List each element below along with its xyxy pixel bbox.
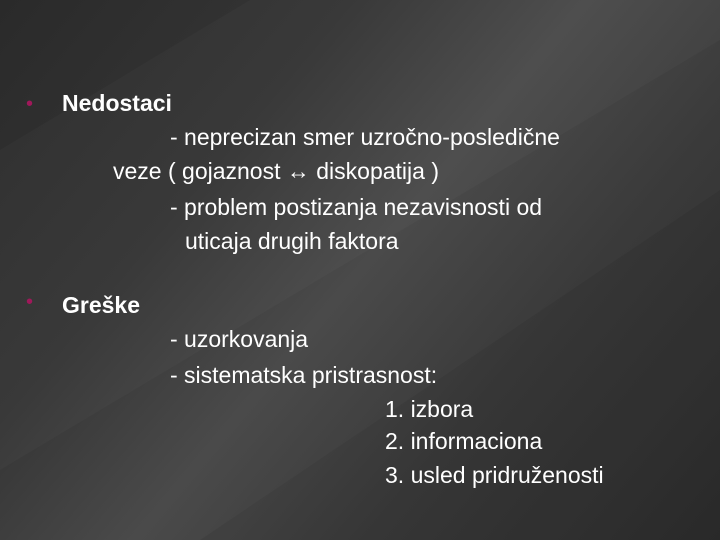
text-line: - problem postizanja nezavisnosti od — [170, 194, 543, 220]
list-item: 3. usled pridruženosti — [385, 462, 604, 488]
text-line: uticaja drugih faktora — [185, 228, 399, 254]
text-line: - uzorkovanja — [170, 326, 309, 352]
text-line: - neprecizan smer uzročno-posledične — [170, 124, 560, 150]
list-item: 1. izbora — [385, 396, 474, 422]
text-line: veze ( gojaznost ↔ diskopatija ) — [113, 158, 439, 184]
bullet-icon: • — [26, 291, 34, 313]
bullet-icon: • — [26, 93, 34, 115]
section-heading-greske: Greške — [62, 292, 141, 318]
list-item: 2. informaciona — [385, 428, 543, 454]
section-heading-nedostaci: Nedostaci — [62, 90, 172, 116]
text-line: - sistematska pristrasnost: — [170, 362, 438, 388]
